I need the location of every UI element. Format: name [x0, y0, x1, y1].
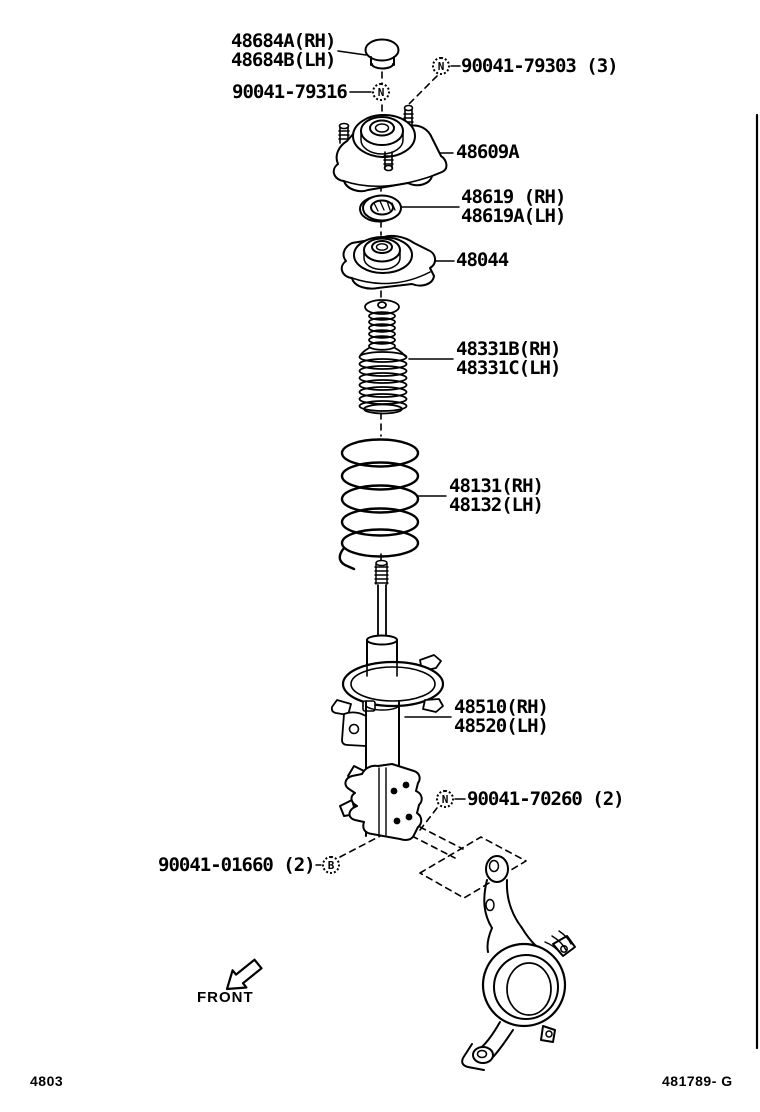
suspension-support-drawing [334, 106, 447, 192]
callout-nut-knuckle [467, 790, 624, 809]
callout-dust-cap [231, 32, 335, 70]
part-number: 90041-79316 [232, 81, 347, 103]
spring-seat-drawing [342, 236, 435, 289]
callout-bolt-knuckle [158, 856, 315, 875]
part-number: 48331B(RH) [456, 338, 561, 360]
front-direction-label: FRONT [197, 989, 254, 1006]
page-number: 4803 [30, 1073, 64, 1089]
shock-absorber-drawing [332, 561, 443, 840]
part-number: 48131(RH) [449, 475, 543, 497]
part-number: 48619 (RH) [461, 186, 566, 208]
nut-symbol: N [432, 57, 450, 75]
front-arrow-icon [227, 960, 262, 989]
part-number: 48510(RH) [454, 696, 548, 718]
callout-shock-absorber [454, 698, 548, 736]
part-number: 48609A [456, 141, 519, 163]
part-number: 90041-01660 (2) [158, 854, 315, 876]
part-number: 48331C(LH) [456, 357, 561, 379]
part-number: 48044 [456, 249, 509, 271]
part-number: 90041-70260 (2) [467, 788, 624, 810]
callout-spring-bumper [456, 340, 560, 378]
part-number: 48132(LH) [449, 494, 543, 516]
part-number: 48619A(LH) [461, 205, 566, 227]
callout-nut-support-mount [461, 57, 618, 76]
dust-cap-drawing [366, 40, 399, 69]
bolt-symbol: B [322, 856, 340, 874]
spring-bumper-drawing [360, 300, 407, 414]
bearing-drawing [360, 196, 401, 222]
part-number: 48520(LH) [454, 715, 548, 737]
callout-coil-spring [449, 477, 543, 515]
nut-symbol: N [372, 83, 390, 101]
coil-spring-drawing [340, 440, 418, 570]
part-number: 48684A(RH) [231, 30, 336, 52]
callout-suspension-support [456, 143, 519, 162]
nut-symbol: N [436, 790, 454, 808]
part-number: 48684B(LH) [231, 49, 336, 71]
part-number: 90041-79303 (3) [461, 55, 618, 77]
callout-nut-support-center [232, 83, 347, 102]
callout-bearing [461, 188, 565, 226]
figure-code: 481789- G [662, 1073, 733, 1089]
callout-spring-seat [456, 251, 508, 270]
